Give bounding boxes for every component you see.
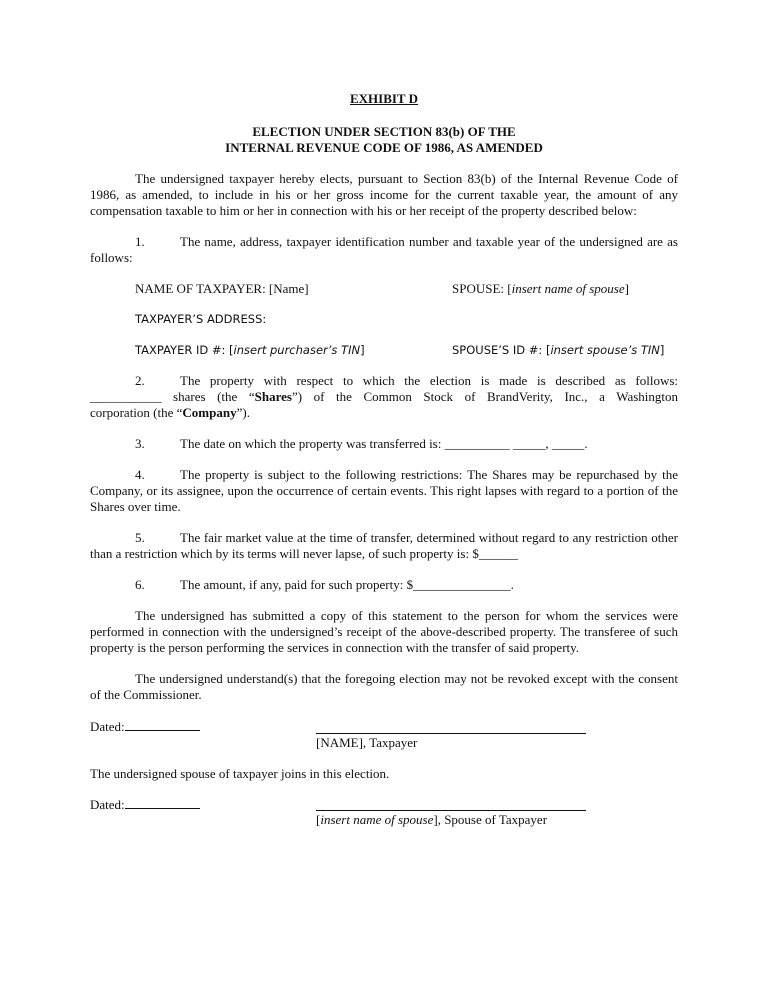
taxpayer-id-placeholder: insert purchaser’s TIN [233,343,361,357]
item-1 [90,234,678,266]
intro-paragraph: The undersigned taxpayer hereby elects, pursuant to Section 83(b) of the Internal Revenue Code of 1986, as amended, to include in his or her gross income for the current taxable year, the amount of any compensation taxable to him or her in connection with his or her receipt of the property described below: [90,171,678,218]
spouse-name-field [452,281,629,297]
spouse-placeholder: insert name of spouse [511,281,625,296]
item-3-number: 3. [135,436,145,451]
company-term: Company [182,405,237,420]
item-2-line-2a: ___________ shares (the “ [90,389,255,404]
spouse-close: ] [624,281,629,296]
taxpayer-id-close: ] [360,343,365,357]
date-blank-2[interactable] [125,796,200,809]
item-4-text: The property is subject to the following restrictions: The Shares may be repurchased by the Company, or its assignee, upon the occurrence of certain events. This right lapses with regard to a portion of the Shares over time. [90,467,678,514]
spouse-joins-text: The undersigned spouse of taxpayer joins in this election. [90,766,390,781]
taxpayer-id-label: TAXPAYER ID #: [ [135,343,234,357]
spouse-signature-label [316,812,547,828]
spouse-sig-open: [ [316,812,321,827]
item-6 [90,577,678,593]
item-2-line-1: The property with respect to which the election is made is described as follows: [180,373,678,388]
spouse-sig-placeholder: insert name of spouse [320,812,434,827]
item-6-text: The amount, if any, paid for such property: $_______________. [180,577,514,592]
spouse-sig-close: ], Spouse of Taxpayer [433,812,548,827]
taxpayer-id-field [135,342,365,358]
item-2-number: 2. [135,373,145,388]
item-4 [90,467,678,515]
spouse-id-close: ] [659,343,665,357]
dated-label-1: Dated: [90,719,125,734]
spouse-id-label: SPOUSE’S ID #: [ [452,343,551,357]
heading-line-2: INTERNAL REVENUE CODE OF 1986, AS AMENDED [225,140,543,155]
item-3-text: The date on which the property was transferred is: __________ _____, _____. [180,436,588,451]
spouse-label: SPOUSE: [ [452,281,512,296]
taxpayer-name-field: NAME OF TAXPAYER: [Name] [135,281,309,296]
taxpayer-signature-label: [NAME], Taxpayer [316,735,418,750]
item-4-number: 4. [135,467,145,482]
statement-paragraph: The undersigned has submitted a copy of this statement to the person for whom the services were performed in connection with the undersigned’s receipt of the above-described property. The transferee of such property is the person performing the services in connection with the transfer of said property. [90,608,678,655]
item-2-line-3a: corporation (the “ [90,405,183,420]
heading-line-1: ELECTION UNDER SECTION 83(b) OF THE [252,124,516,139]
understands-paragraph: The undersigned understand(s) that the foregoing election may not be revoked except with the consent of the Commissioner. [90,671,678,702]
spouse-id-placeholder: insert spouse’s TIN [550,343,660,357]
dated-line-1 [90,718,200,735]
item-2-line-2b: ”) of the Common Stock of BrandVerity, Inc., a Washington [291,389,678,404]
item-2 [90,373,678,421]
spouse-id-field [452,342,664,358]
shares-term: Shares [254,389,292,404]
item-2-line-3b: ”). [236,405,250,420]
item-5-text: The fair market value at the time of transfer, determined without regard to any restriction other than a restriction which by its terms will never lapse, of such property is: $______ [90,530,678,561]
item-3 [90,436,678,452]
dated-label-2: Dated: [90,797,125,812]
item-1-text: The name, address, taxpayer identification number and taxable year of the undersigned are as follows: [90,234,678,265]
taxpayer-signature-line[interactable] [316,733,586,734]
date-blank-1[interactable] [125,718,200,731]
item-5-number: 5. [135,530,145,545]
item-6-number: 6. [135,577,145,592]
item-5 [90,530,678,562]
dated-line-2 [90,796,200,813]
spouse-signature-line[interactable] [316,810,586,811]
taxpayer-address-field: TAXPAYER’S ADDRESS: [135,312,267,326]
exhibit-title: EXHIBIT D [349,91,419,106]
item-1-number: 1. [135,234,145,249]
